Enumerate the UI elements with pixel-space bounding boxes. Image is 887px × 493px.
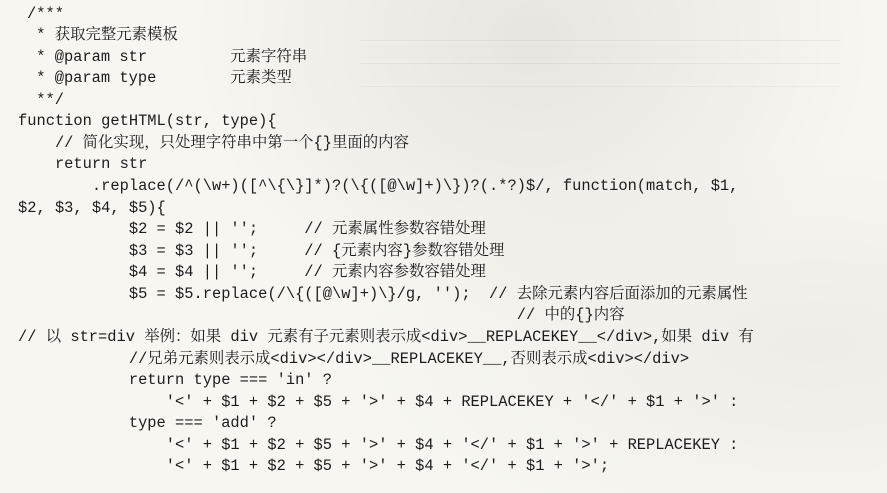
code-line: .replace(/^(\w+)([^\{\}]*)?(\{([@\w]+)\})?(.*?)$/, function(match, $1,: [18, 177, 739, 195]
code-line: $2 = $2 || ''; // 元素属性参数容错处理: [18, 220, 486, 238]
code-line: type === 'add' ?: [18, 414, 277, 432]
code-line: /***: [27, 5, 64, 23]
code-line: function getHTML(str, type){: [18, 112, 277, 130]
code-line: '<' + $1 + $2 + $5 + '>' + $4 + '</' + $1 + '>';: [18, 457, 610, 475]
code-line: * @param str 元素字符串: [27, 48, 308, 66]
code-line: * @param type 元素类型: [27, 69, 292, 87]
code-line: //兄弟元素则表示成<div></div>__REPLACEKEY__,否则表示成<div></div>: [18, 350, 690, 368]
code-line: $3 = $3 || ''; // {元素内容}参数容错处理: [18, 242, 505, 260]
code-line: // 以 str=div 举例：如果 div 元素有子元素则表示成<div>__REPLACEKEY__</div>,如果 div 有: [18, 328, 754, 346]
code-line: $2, $3, $4, $5){: [18, 199, 166, 217]
code-line: $4 = $4 || ''; // 元素内容参数容错处理: [18, 263, 486, 281]
code-line: * 获取完整元素模板: [27, 26, 178, 44]
code-line: return str: [18, 155, 148, 173]
code-line: $5 = $5.replace(/\{([@\w]+)\}/g, ''); // 去除元素内容后面添加的元素属性: [18, 285, 748, 303]
code-line: return type === 'in' ?: [18, 371, 333, 389]
code-line: // 中的{}内容: [18, 306, 625, 324]
code-line: **/: [27, 91, 64, 109]
code-line: '<' + $1 + $2 + $5 + '>' + $4 + REPLACEKEY + '</' + $1 + '>' :: [18, 393, 739, 411]
code-line: // 简化实现，只处理字符串中第一个{}里面的内容: [18, 134, 409, 152]
code-line: '<' + $1 + $2 + $5 + '>' + $4 + '</' + $1 + '>' + REPLACEKEY :: [18, 436, 739, 454]
